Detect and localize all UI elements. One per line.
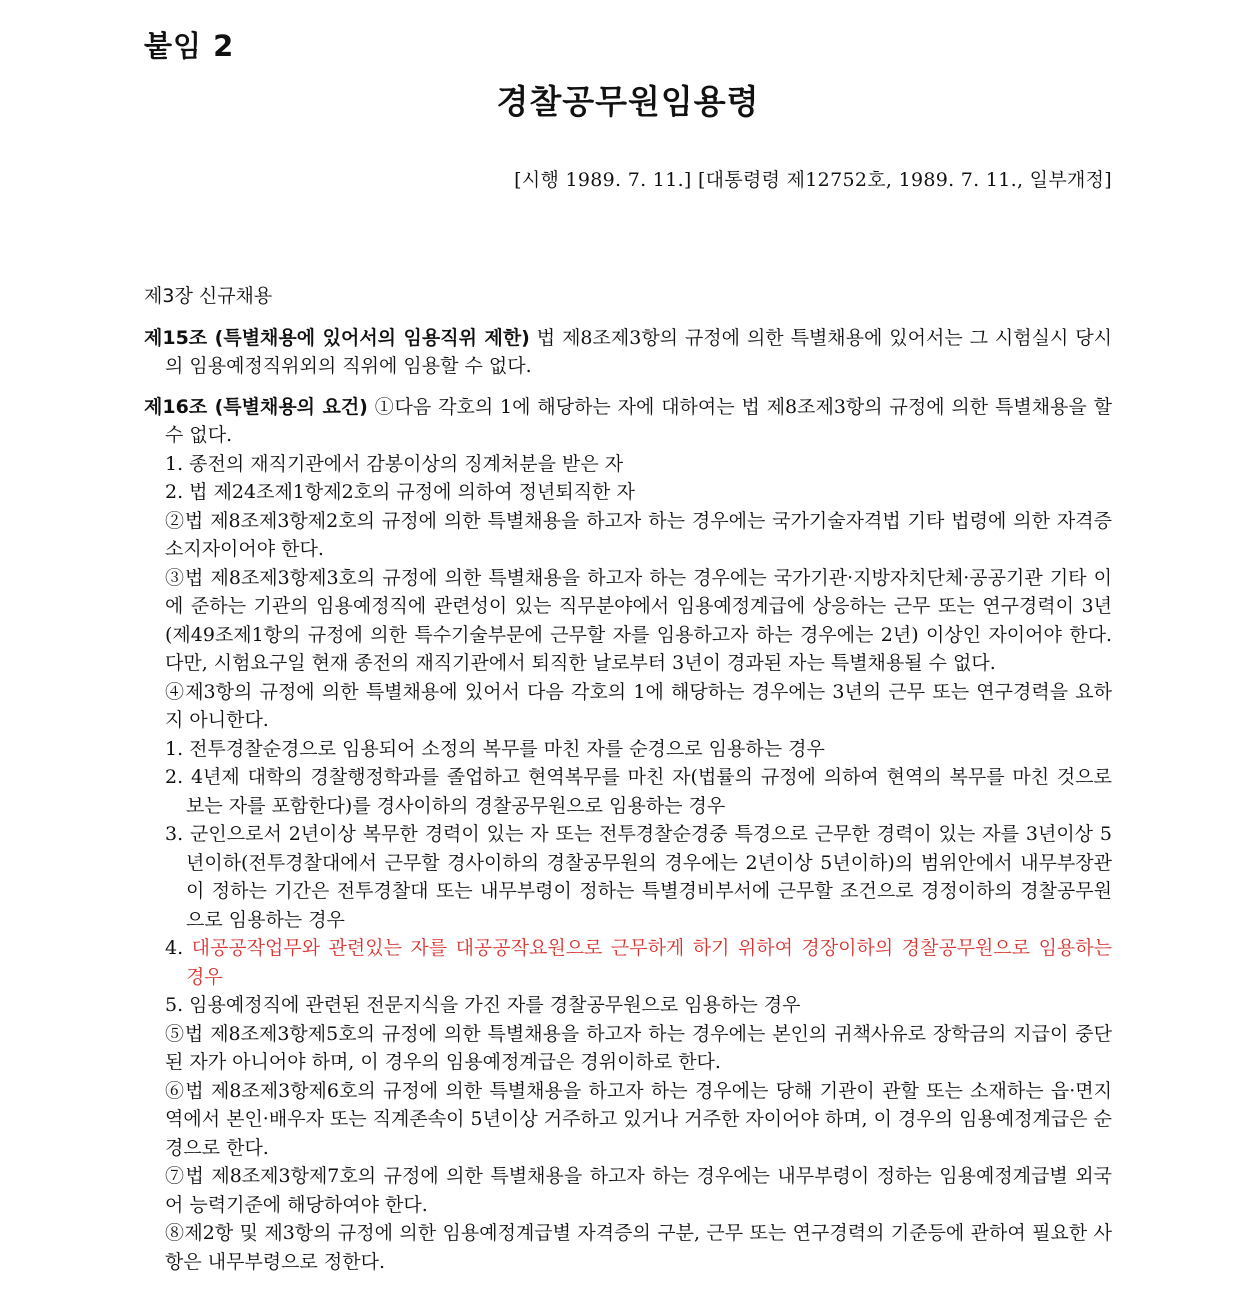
article-16-paragraph-8: ⑧제2항 및 제3항의 규정에 의한 임용예정계급별 자격증의 구분, 근무 또는 연구경력의 기준등에 관하여 필요한 사항은 내무부령으로 정한다. <box>165 1222 1112 1273</box>
list-item <box>144 820 1112 934</box>
article-16-paragraph-3: ③법 제8조제3항제3호의 규정에 의한 특별채용을 하고자 하는 경우에는 국가기관·지방자치단체·공공기관 기타 이에 준하는 기관의 임용예정직에 관련성이 있는 직무분야에서 임용예정계급에 상응하는 근무 또는 연구경력이 3년(제49조제1항의 규정에 의한 특수기술부문에 근무할 자를 임용하고자 하는 경우에는 2년) 이상인 자이어야 한다. 다만, 시험요구일 현재 종전의 재직기관에서 퇴직한 날로부터 3년이 경과된 자는 특별채용될 수 없다. <box>165 566 1112 674</box>
article-16-paragraph-2: ②법 제8조제3항제2호의 규정에 의한 특별채용을 하고자 하는 경우에는 국가기술자격법 기타 법령에 의한 자격증 소지자이어야 한다. <box>165 509 1112 560</box>
item-text: 4년제 대학의 경찰행정학과를 졸업하고 현역복무를 마친 자(법률의 규정에 의하여 현역의 복무를 마친 것으로 보는 자를 포함한다)를 경사이하의 경찰공무원으로 임용하는 경우 <box>186 766 1112 817</box>
item-number: 2. <box>165 481 190 503</box>
list-item <box>144 450 1112 479</box>
item-number: 2. <box>165 766 191 788</box>
article-16-heading: 제16조 (특별채용의 요건) <box>144 395 368 418</box>
item-text: 법 제24조제1항제2호의 규정에 의하여 정년퇴직한 자 <box>189 481 635 503</box>
article-16-paragraph-1: ①다음 각호의 1에 해당하는 자에 대하여는 법 제8조제3항의 규정에 의한 특별채용을 할 수 없다. <box>165 395 1112 446</box>
chapter-heading: 제3장 신규채용 <box>144 285 273 307</box>
item-text: 임용예정직에 관련된 전문지식을 가진 자를 경찰공무원으로 임용하는 경우 <box>189 994 801 1016</box>
item-number: 5. <box>165 994 190 1016</box>
article-15-heading: 제15조 (특별채용에 있어서의 임용직위 제한) <box>144 326 530 349</box>
article-15 <box>144 324 1112 381</box>
amended-item-text: 대공공작업무와 관련있는 자를 대공공작요원으로 근무하게 하기 위하여 경장이하의 경찰공무원으로 임용하는 경우 <box>186 937 1112 988</box>
article-16-paragraph-5: ⑤법 제8조제3항제5호의 규정에 의한 특별채용을 하고자 하는 경우에는 본인의 귀책사유로 장학금의 지급이 중단된 자가 아니어야 하며, 이 경우의 임용예정계급은 경위이하로 한다. <box>165 1022 1112 1073</box>
item-number: 4. <box>165 937 192 959</box>
item-number: 1. <box>165 737 190 760</box>
list-item <box>144 478 1112 507</box>
item-text: 군인으로서 2년이상 복무한 경력이 있는 자 또는 전투경찰순경중 특경으로 근무한 경력이 있는 자를 3년이상 5년이하(전투경찰대에서 근무할 경사이하의 경찰공무원의 경우에는 2년이상 5년이하)의 범위안에서 내무부장관이 정하는 기간은 전투경찰대 또는 내무부령이 정하는 특별경비부서에 근무할 조건으로 경정이하의 경찰공무원으로 임용하는 경우 <box>186 823 1113 931</box>
list-item <box>144 763 1112 820</box>
list-item <box>144 991 1112 1020</box>
document-title: 경찰공무원임용령 <box>496 82 760 121</box>
article-16 <box>144 393 1112 450</box>
attachment-label: 붙임 2 <box>144 29 235 63</box>
list-item <box>144 735 1112 764</box>
enforcement-info: [시행 1989. 7. 11.] [대통령령 제12752호, 1989. 7. 11., 일부개정] <box>514 169 1112 191</box>
article-16-paragraph-4: ④제3항의 규정에 의한 특별채용에 있어서 다음 각호의 1에 해당하는 경우에는 3년의 근무 또는 연구경력을 요하지 아니한다. <box>165 680 1112 731</box>
article-15-text: 법 제8조제3항의 규정에 의한 특별채용에 있어서는 그 시험실시 당시의 임용예정직위외의 직위에 임용할 수 없다. <box>165 326 1112 377</box>
item-text: 전투경찰순경으로 임용되어 소정의 복무를 마친 자를 순경으로 임용하는 경우 <box>189 737 825 760</box>
item-text: 종전의 재직기관에서 감봉이상의 징계처분을 받은 자 <box>189 452 624 475</box>
item-number: 3. <box>165 823 191 845</box>
item-number: 1. <box>165 452 190 475</box>
document-body <box>144 282 1112 1276</box>
article-16-paragraph-6: ⑥법 제8조제3항제6호의 규정에 의한 특별채용을 하고자 하는 경우에는 당해 기관이 관할 또는 소재하는 읍·면지역에서 본인·배우자 또는 직계존속이 5년이상 거주하고 있거나 거주한 자이어야 하며, 이 경우의 임용예정계급은 순경으로 한다. <box>165 1079 1112 1159</box>
list-item-amended <box>144 934 1112 991</box>
article-16-paragraph-7: ⑦법 제8조제3항제7호의 규정에 의한 특별채용을 하고자 하는 경우에는 내무부령이 정하는 임용예정계급별 외국어 능력기준에 해당하여야 한다. <box>165 1165 1112 1216</box>
